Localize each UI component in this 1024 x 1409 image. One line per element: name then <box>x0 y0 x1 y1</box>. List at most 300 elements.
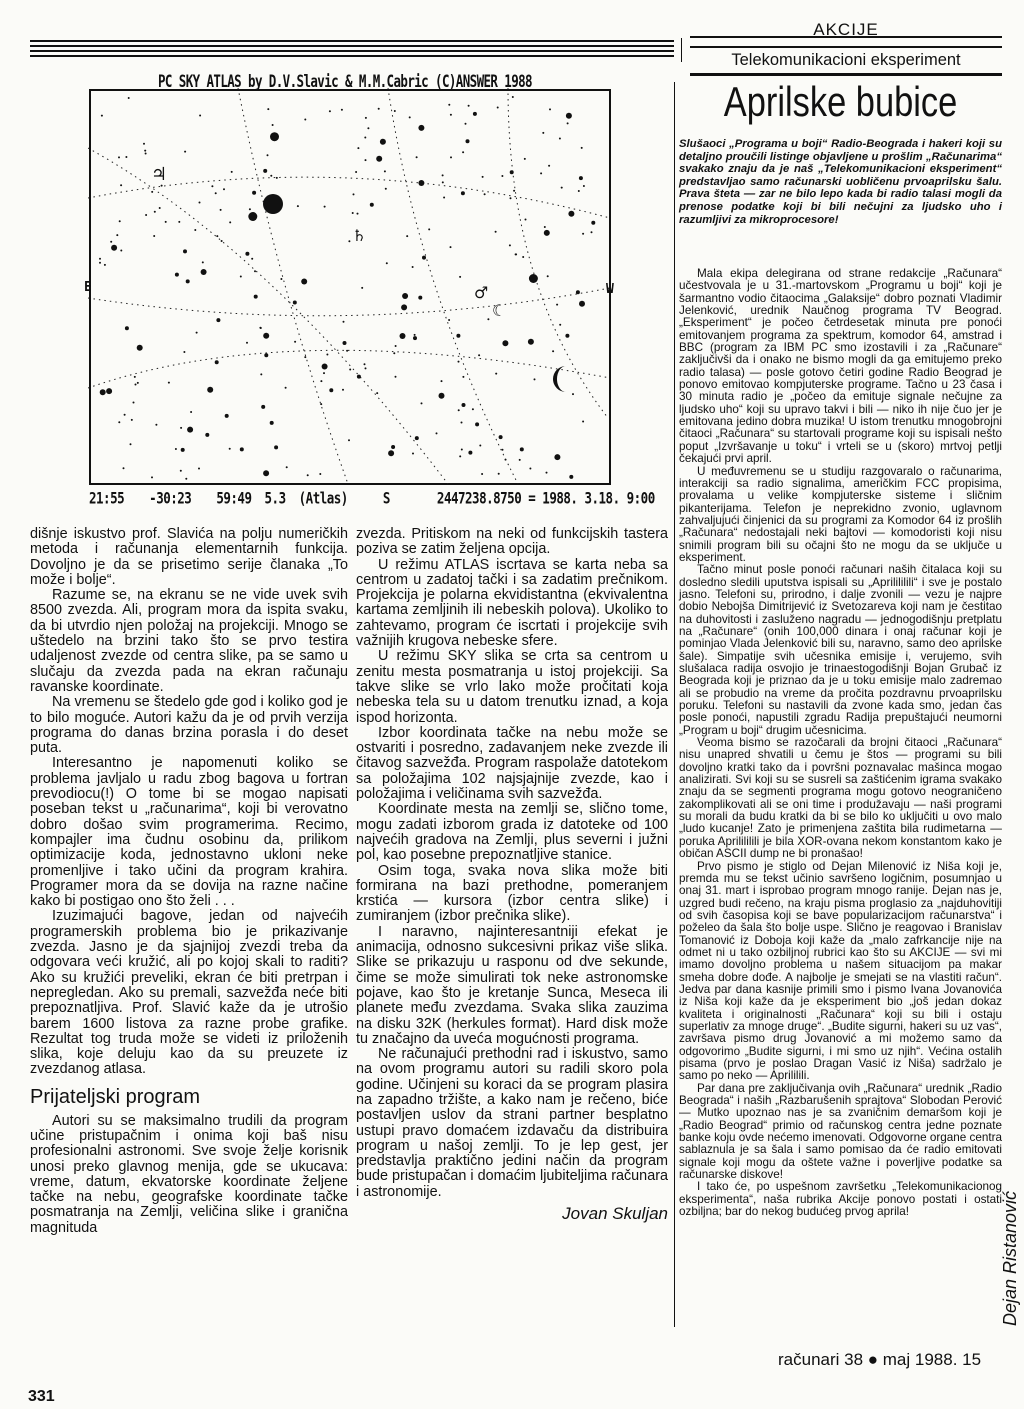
star-dot <box>272 124 274 126</box>
star-dot <box>154 211 156 213</box>
star-dot <box>442 174 444 176</box>
star-dot <box>307 474 309 476</box>
col2-paragraph: U režimu ATLAS iscrtava se karta neba sa centrom u zadatoj tački i sa zadatim prečnikom. Projekcija je polarna ekvidistantna (ekvivalentna kartama zemljinih ili nebeskih polova). Ukoliko to zahtevamo, program će iscrtati i projekcije svih važnijih krugova nebeske sfere. <box>356 556 668 650</box>
star-dot <box>546 472 548 474</box>
star-dot <box>276 177 278 179</box>
star-dot <box>264 353 268 357</box>
star-dot <box>412 266 414 268</box>
star-dot <box>529 468 531 470</box>
star-dot <box>261 405 265 409</box>
star-dot <box>106 388 112 394</box>
star-dot <box>252 191 256 195</box>
star-dot <box>365 117 367 119</box>
star-dot <box>520 447 524 451</box>
star-dot <box>293 301 297 305</box>
star-dot <box>582 233 584 235</box>
star-dot <box>260 327 262 329</box>
star-dot <box>459 276 461 278</box>
celestial-grid-line <box>508 88 608 418</box>
star-dot <box>145 153 147 155</box>
star-dot <box>248 212 257 221</box>
star-dot <box>525 219 527 221</box>
star-dot <box>181 448 185 452</box>
vertical-credit: Dejan Ristanović <box>1000 1190 1020 1326</box>
star-dot <box>165 221 167 223</box>
star-dot <box>101 115 103 117</box>
star-dot <box>568 211 574 217</box>
chart-label-west: W <box>606 282 614 297</box>
star-dot <box>365 159 367 161</box>
star-dot <box>554 454 560 460</box>
star-dot <box>270 132 279 141</box>
article-column-2 <box>356 526 668 1224</box>
star-dot <box>510 197 512 199</box>
star-dot <box>280 278 282 280</box>
star-dot <box>394 110 396 112</box>
status-mode: (Atlas) <box>298 488 348 508</box>
star-dot <box>267 154 269 156</box>
star-dot <box>320 380 322 382</box>
star-dot <box>461 191 465 195</box>
star-dot <box>502 340 508 346</box>
section-label: AKCIJE <box>813 20 879 39</box>
star-dot <box>198 468 200 470</box>
star-dot <box>175 273 179 277</box>
star-dot <box>125 156 127 158</box>
star-dot <box>582 421 584 423</box>
mars-symbol: ♂ <box>474 283 489 302</box>
star-dot <box>400 333 406 339</box>
star-dot <box>194 229 196 231</box>
jupiter-symbol: ♃ <box>151 164 168 185</box>
star-dot <box>401 304 407 310</box>
star-dot <box>346 350 348 352</box>
star-dot <box>549 108 551 110</box>
star-dot <box>304 356 306 358</box>
star-dot <box>572 393 574 395</box>
star-dot <box>211 185 213 187</box>
star-dot <box>544 226 546 228</box>
star-dot <box>324 206 326 208</box>
star-dot <box>409 116 411 118</box>
celestial-grid-line <box>88 350 610 388</box>
star-dot <box>428 228 430 230</box>
star-dot <box>240 447 244 451</box>
star-dot <box>135 384 137 386</box>
moon-crescent <box>553 366 566 392</box>
status-ra: 59:49 <box>216 488 252 508</box>
star-dot <box>461 422 463 424</box>
star-dot <box>581 147 583 149</box>
star-dot <box>416 156 418 158</box>
star-dot <box>578 190 580 192</box>
star-dot <box>524 158 526 160</box>
star-dot <box>450 246 452 248</box>
star-dot <box>576 290 580 294</box>
star-dot <box>552 350 554 352</box>
star-dot <box>421 402 423 404</box>
star-dot <box>482 176 484 178</box>
star-dot <box>137 345 143 351</box>
star-dot <box>118 156 120 158</box>
star-dot <box>559 138 561 140</box>
star-dot <box>201 269 207 275</box>
chart-status-line <box>89 488 655 508</box>
star-dot <box>414 334 416 336</box>
figure-title: PC SKY ATLAS by D.V.Slavic & M.M.Cabric (C)ANSWER 1988 <box>158 71 532 92</box>
star-dot <box>207 387 213 393</box>
star-dot <box>556 304 558 306</box>
star-dot <box>274 445 278 449</box>
star-dot <box>185 478 187 480</box>
star-dot <box>245 252 249 256</box>
star-dot <box>270 421 274 425</box>
star-dot <box>343 341 347 345</box>
star-dot <box>304 119 306 121</box>
star-dot <box>196 332 198 334</box>
bright-planet <box>263 194 283 214</box>
star-chart <box>88 88 614 488</box>
star-dot <box>199 202 201 204</box>
star-dot <box>199 115 201 117</box>
star-dot <box>125 326 129 330</box>
star-dot <box>319 473 321 475</box>
star-dot <box>370 203 374 207</box>
star-dot <box>323 372 325 374</box>
star-dot <box>391 445 395 449</box>
star-dot <box>448 104 450 106</box>
star-dot <box>415 436 419 440</box>
star-dot <box>254 295 258 299</box>
author-signature: Jovan Skuljan <box>562 1204 668 1224</box>
star-dot <box>353 193 355 195</box>
star-dot <box>579 176 583 180</box>
star-dot <box>402 293 408 299</box>
star-dot <box>301 279 307 285</box>
star-dot <box>355 171 357 173</box>
sidebar-title: Aprilske bubice <box>723 78 958 125</box>
star-dot <box>462 376 464 378</box>
star-dot <box>131 419 133 421</box>
status-declination: -30:23 <box>149 488 192 508</box>
star-dot <box>583 185 585 187</box>
star-dot <box>395 345 397 347</box>
star-dot <box>365 367 367 369</box>
footer-magazine: računari 38 ● maj 1988. 15 <box>778 1350 982 1369</box>
col2-paragraph: I naravno, najinteresantniji efekat je animacija, odnosno sukcesivni prikaz više slika. Slike se prikazuju u rasponu od dve sekunde, čime se može simulirati tok neke astronomske pojave, kao što je kretanje Sunca, Meseca ili planete među zvezdama. Svaka slika zauzima na disku 32K (herkules format). Hard disk može tu značajno da uveća mogućnosti programa. <box>356 923 668 1047</box>
chart-label-east: E <box>84 280 92 295</box>
celestial-grid-line <box>88 288 610 316</box>
star-dot <box>418 296 422 300</box>
star-dot <box>123 467 125 469</box>
col1-paragraph: Izuzimajući bagove, jedan od najvećih programerskih problema bio je prikazivanje zvezda. Jasno je da sjajnijoj zvezdi treba da odgovara veći kružić, ali po kojoj skali to raditi? Ako su kružići preveliki, ekran će biti pretrpan i nepregledan. Ako su premali, sazvežđa neće biti prepoznatljiva. Prof. Slavić kaže da je utrošio barem 1600 listova za razne probe grafike. Rezultat tog truda može se videti iz priloženih slika, koje deluju kao da su preuzete iz zvezdanog atlasa. <box>30 908 348 1078</box>
star-dot <box>116 234 118 236</box>
star-dot <box>118 421 120 423</box>
star-dot <box>144 150 146 152</box>
col1-paragraph: dišnje iskustvo prof. Slavića na polju numeričkih metoda i računanja elementarnih funkcija. Dovoljno je da se prisetimo serije članaka „To može i bolje“. <box>30 526 348 588</box>
star-dot <box>505 459 507 461</box>
star-dot <box>466 139 470 143</box>
star-dot <box>461 449 463 451</box>
star-dot <box>130 443 132 445</box>
star-dot <box>481 473 483 475</box>
star-dot <box>349 369 351 371</box>
star-dot <box>202 261 204 263</box>
star-dot <box>348 439 350 441</box>
star-dot <box>254 270 256 272</box>
star-dot <box>502 449 504 451</box>
star-dot <box>134 376 136 378</box>
star-dot <box>566 113 572 119</box>
header-rule-left-4 <box>30 55 674 57</box>
star-dot <box>495 231 497 233</box>
subhead: Prijateljski program <box>30 1085 201 1108</box>
star-dot <box>473 112 477 116</box>
column-separator <box>674 82 675 1327</box>
star-dot <box>462 403 466 407</box>
star-dot <box>111 245 117 251</box>
star-dot <box>128 97 130 99</box>
star-dot <box>462 151 464 153</box>
star-dot <box>468 105 470 107</box>
star-dot <box>364 137 366 139</box>
star-dot <box>341 109 343 111</box>
star-dot <box>478 354 480 356</box>
col1-paragraph: Interesantno je napomenuti koliko se problema javljalo u radu zbog bagova u fortran prevodiocu(!) O tome bi se mogao napisati poseban tekst u „računarima“, koji bi verovatno dobro došao svim programerima. Recimo, kompajler ima čudnu osobinu da, prilikom optimizacije koda, jednostavno ukloni neke promenljive i tako učini da program krahira. Programer mora da se dovija na razne načine kako bi postigao ono što želi . . . <box>30 755 348 910</box>
star-dot <box>439 393 445 399</box>
star-dot <box>180 470 182 472</box>
star-dot <box>225 414 229 418</box>
star-dot <box>412 453 414 455</box>
star-dot <box>159 207 161 209</box>
series-label: Telekomunikacioni eksperiment <box>731 51 961 69</box>
header-rule-right-2 <box>690 73 1002 76</box>
star-dot <box>215 360 219 364</box>
star-dot <box>388 450 394 456</box>
star-dot <box>465 123 467 125</box>
star-dot <box>357 147 359 149</box>
star-dot <box>357 213 359 215</box>
star-dot <box>342 389 344 391</box>
star-dot <box>329 388 333 392</box>
star-dot <box>270 175 272 177</box>
star-dot <box>357 375 361 379</box>
article-column-1 <box>30 527 348 1236</box>
header-rule-left-3 <box>30 50 674 52</box>
star-dot <box>479 445 481 447</box>
header-separator <box>681 38 682 62</box>
star-dot <box>450 114 452 116</box>
header-rule-left-1 <box>30 40 674 42</box>
col2-paragraph: Osim toga, svaka nova slika može biti formirana na bazi prethodne, pomeranjem krstića — kursora (izbor centra slike) i zumiranjem (izbor prečnika slike). <box>356 862 668 925</box>
star-dot <box>246 342 248 344</box>
star-dot <box>515 253 517 255</box>
star-dot <box>143 143 145 145</box>
sidebar-paragraph: Par dana pre zaključivanja ovih „Računara“ urednik „Radio Beograda“ i naših „Razbarušenih sprajtova“ Slobodan Perović — Mutko upoznao nas je sa zvaničnim demaršom koji je „Radio Beograd“ primio od računskog centra jedne poznate banke koju ovde nećemo imenovati. Odgovorne organe centra sablaznula je sa šala i samo pomisao da će radio emitovati signale koji mogu da oštete važne i poverljive podatke sa računarske diskove! <box>679 1081 1002 1182</box>
star-dot <box>120 184 122 186</box>
header-rule-right-1 <box>690 46 1002 48</box>
star-dot <box>443 197 445 199</box>
star-dot <box>326 354 328 356</box>
col1-paragraph: Autori su se maksimalno trudili da program učine pristupačnim i onima koji baš nisu profesionalni astronomi. Sve svoje želje korisnik unosi preko glavnog menija, gde se ukucava: vreme, datum, ekvatorske koordinate željene tačke na nebu, geografske koordinate tačke posmatranja na Zemlji, veličina slike i granična magnituda <box>30 1112 348 1236</box>
star-dot <box>260 373 262 375</box>
star-dot <box>119 220 121 222</box>
col2-paragraph: Izbor koordinata tačke na nebu može se ostvariti i posredno, zadavanjem neke zvezde ili čitavog sazvežđa. Program raspolaže datotekom sa položajima 102 najsjajnije zvezde, kao i položajima i veličinama svih sazvežđa. <box>356 724 668 803</box>
star-dot <box>499 435 503 439</box>
sidebar-body <box>679 268 1002 1218</box>
star-dot <box>183 351 185 353</box>
sidebar-paragraph: I tako će, po uspešnom završetku „Telekomunikacionog eksperimenta“, naša rubrika Akcije ponovo postati i ostati ozbiljna; bar do nekog budućeg prvog aprila! <box>679 1180 1002 1219</box>
star-dot <box>376 156 382 162</box>
star-dot <box>267 108 269 110</box>
moon-symbol: ☾ <box>492 301 507 320</box>
star-dot <box>510 170 514 174</box>
star-dot <box>509 244 511 246</box>
star-dot <box>456 334 460 338</box>
star-dot <box>297 205 299 207</box>
star-dot <box>263 470 269 476</box>
star-dot <box>215 192 217 194</box>
star-dot <box>175 448 177 450</box>
star-dot <box>153 235 155 237</box>
status-magnitude: 5.3 <box>264 488 286 508</box>
star-dot <box>220 209 222 211</box>
star-dot <box>487 318 489 320</box>
celestial-grid-line <box>238 88 348 484</box>
star-dot <box>133 402 135 404</box>
star-dot <box>406 235 408 237</box>
status-direction: S <box>382 488 390 508</box>
status-julian-date: 2447238.8750 = 1988. 3.18. 9:00 <box>436 488 655 508</box>
star-dot <box>534 378 536 380</box>
star-dot <box>393 352 395 354</box>
star-dot <box>364 363 366 365</box>
star-dot <box>100 389 106 395</box>
star-dot <box>450 156 452 158</box>
star-dot <box>263 169 267 173</box>
star-dot <box>548 165 550 167</box>
star-dot <box>99 262 101 264</box>
col2-paragraph: zvezda. Pritiskom na neki od funkcijskih tastera poziva se zatim željena opcija. <box>356 526 668 558</box>
star-dot <box>352 212 354 214</box>
star-dot <box>458 361 460 363</box>
star-dot <box>216 235 218 237</box>
star-dot <box>216 318 220 322</box>
star-dot <box>104 264 106 266</box>
star-dot <box>178 221 180 223</box>
star-dot <box>559 324 561 326</box>
star-dot <box>145 214 147 216</box>
star-dot <box>186 279 190 283</box>
star-dot <box>286 466 288 468</box>
star-dot <box>459 455 461 457</box>
star-dot <box>384 170 386 172</box>
star-dot <box>386 262 388 264</box>
star-dot <box>591 221 595 225</box>
star-dot <box>495 373 497 375</box>
star-dot <box>348 240 350 242</box>
star-dot <box>229 221 231 223</box>
star-dot <box>540 172 542 174</box>
star-dot <box>285 387 287 389</box>
star-dot <box>579 301 585 307</box>
status-time: 21:55 <box>89 488 125 508</box>
star-dot <box>249 208 251 210</box>
col2-paragraph: Koordinate mesta na zemlji se, slično tome, mogu zadati izborom grada iz datoteke od 100 najvećih gradova na Zemlji, plus severni i južni pol, kao posebne prepoznatljive stanice. <box>356 801 668 864</box>
star-dot <box>497 107 499 109</box>
star-dot <box>168 382 170 384</box>
star-dot <box>395 376 397 378</box>
star-dot <box>99 258 101 260</box>
star-dot <box>512 96 514 98</box>
star-dot <box>468 451 472 455</box>
col1-paragraph: Na vremenu se štedelo gde god i koliko god je to bilo moguće. Autori kažu da je od prvih verzija programa do danas brzina porasla i do deset puta. <box>30 694 348 757</box>
star-dot <box>501 175 503 177</box>
star-dot <box>472 408 474 410</box>
star-dot <box>413 336 417 340</box>
star-dot <box>155 424 157 426</box>
star-dot <box>448 319 450 321</box>
star-dot <box>205 433 209 437</box>
sidebar-paragraph: U međuvremenu se u studiju razgovaralo o računarima, interakciji sa radio signalima, američkim FCC propisima, provalama u velike kompjuterske sisteme i sličnim pikanterijama. Telefon je neprekidno zvonio, uglavnom zahvaljujući činjenici da su programi za Komodor 64 iz prošlih „Računara“ nedostajali neki bajtovi — komodoristi koji nisu snimili program bili su očajni što ne mogu da se uključe u eksperiment. <box>679 464 1002 564</box>
star-dot <box>263 333 269 339</box>
star-dot <box>229 448 231 450</box>
star-dot <box>441 380 443 382</box>
star-dot <box>513 190 515 192</box>
star-dot <box>475 422 479 426</box>
star-dot <box>519 459 521 461</box>
star-dot <box>361 287 363 289</box>
star-dot <box>484 193 486 195</box>
star-dot <box>436 432 438 434</box>
star-dot <box>367 127 369 129</box>
col1-paragraph: Razume se, na ekranu se ne vide uvek svih 8500 zvezda. Ali, program mora da ispita svaku, da bi utvrdio njen položaj na projekciji. Mnogo se uštedelo na brzini tako što se prvo testira udaljenost zvezde od centra slike, pa se samo u slučaju da zvezda pada na ekran računaju ravanske koordinate. <box>30 587 348 695</box>
star-dot <box>418 125 424 131</box>
star-dot <box>442 181 444 183</box>
star-dot <box>378 108 380 110</box>
star-dot <box>190 411 192 413</box>
star-dot <box>522 256 524 258</box>
star-dot <box>329 110 331 112</box>
star-dot <box>567 122 569 124</box>
sidebar-paragraph: Mala ekipa delegirana od strane redakcije „Računara“ učestvovala je u 31.-martovskom „Programu u boji“ koji je šarmantno vodio čitaocima „Galaksije“ dobro poznati Vladimir Jelenković, urednik Naučnog programa TV Beograd. „Eksperiment“ je počeo četrdesetak minuta pre ponoći emitovanjem programa za spektrum, komodor 64, amstrad i BBC (program za IBM PC smo izostavili i za „Računare“ zaključivši da i onako ne bismo mogli da ga emitujemo preko radio talasa) — posle gotovo četiri godine Radio Beograd je ponovo emitovao kompjuterske programe. Tačno u 23 časa i 30 minuta radio je „počeo da emituje signale nečujne za ljudsko uho“ koji su upravo takvi i bili — niko ih nije čuo jer je emitovana jedino dobra muzika! U istom trenutku mnogobrojni čitaoci „Računara“ su startovali programe koji su ispisali nešto poput „Izvršavanje u toku“ i vrteli se u (skoro) mrtvoj petlji čekajući prvi april. <box>679 267 1002 466</box>
sidebar-lead: Slušaoci „Programa u boji“ Radio-Beograda i hakeri koji su detaljno proučili listinge objavljene u prošlim „Računarima“ svakako znaju da je naš „Telekomunikacioni eksperiment“ predstavljao samo računarski uobličenu prvoaprilsku šalu. Prava šteta — zar ne bilo lepo kada bi radio talasi mogli da prenose podatke koji bi bili nečujni za ljudsko uho i razumljivi za mikroprocesore! <box>679 138 1002 226</box>
star-dot <box>498 473 500 475</box>
star-dot <box>120 250 122 252</box>
star-dot <box>223 188 225 190</box>
star-dot <box>569 475 573 479</box>
star-dot <box>547 275 549 277</box>
sidebar-paragraph: Tačno minut posle ponoći računari naših čitalaca koji su dosledno sledili uputstva ispisali su „Aprilililili“ i sve je postalo jasno. Telefoni su, prirodno, i dalje zvonili — vezu je najpre dobio Nebojša Dimitrijević iz Svetozareva koji nam je čestitao na duhovitosti i zasluženo nagradu — jednogodišnju pretplatu na „Računare“ (onih 100,000 dinara i onaj računar koji je pominjao Vlada Jelenković bili su, naravno, samo deo aprilske šale). Simpatije svih učesnika emisije i, verujemo, svih slušalaca radija osvojio je trinaestogodišnji Bojan Grubač iz Beograda koji je priznao da je u toku emisije malo zadremao ali se probudio na vreme da pročita pozdravnu prvoaprilsku poruku. Telefoni su nastavili da zvone kada smo, jedan čas posle ponoći, napustili zgradu Radija prepuštajući neumorni „Program u boji“ drugim učesnicima. <box>679 563 1002 737</box>
star-dot <box>322 364 328 370</box>
star-dot <box>187 427 193 433</box>
star-dot <box>591 231 593 233</box>
star-dot <box>110 241 112 243</box>
col2-paragraph: Ne računajući prethodni rad i iskustvo, samo na ovom programu autori su radili skoro pola godine. Učinjeni su koraci da se program plasira na zapadno tržište, a kako nam je rečeno, biće postavljen uslov da strani partner besplatno ustupi pravo domaćem izdavaču da distribuira program u našoj zemlji. To je lep gest, jer predstavlja praktično jedini način da program bude pristupačan i domaćim ljubiteljima računara i astronomije. <box>356 1046 668 1200</box>
star-dot <box>528 339 534 345</box>
col2-paragraph: U režimu SKY slika se crta sa centrom u zenitu mesta posmatranja u istoj projekciji. Sa takve slike se vrlo lako može pročitati koja nebeska tela su u datom trenutku iznad, a koja ispod horizonta. <box>356 648 668 726</box>
star-dot <box>418 180 424 186</box>
star-dot <box>380 139 386 145</box>
page-number-left: 331 <box>28 1388 55 1405</box>
star-dot <box>343 321 345 323</box>
star-dot <box>294 341 296 343</box>
star-dot <box>529 274 538 283</box>
star-dot <box>221 240 223 242</box>
star-dot <box>184 151 186 153</box>
star-dot <box>231 171 233 173</box>
sidebar-paragraph: Prvo pismo je stiglo od Dejan Milenović iz Niša koji je, premda mu se tekst učinio savršeno logičnim, posumnjao u onaj 31. mart i isprobao program mnogo ranije. Dejan nas je, uzgred budi rečeno, na kraju pisma proglasio za „najduhovitiji od svih časopisa koji se bave popularizacijom računarstva“ i poželeo da šala što bolje uspe. Slično je reagovao i Branislav Tomanović iz Doboja koji kaže da „malo zafrkancije nije na odmet ni u tako ozbiljnoj rubrici kao što su AKCIJE — svi mi imamo dovoljno problema u našem situacijom pa makar smeha dobre dođe. A najbolje je smejati se na vlastiti račun“. Jedva par dana kasnije primili smo i pismo Ivana Jovanovića iz Niša koji kaže da je eksperiment bio „još jedan dokaz kvaliteta i originalnosti „Računara“ koji su bili i ostaju superlativ za mnoge druge“. „Budite sigurni, hakeri su uz vas“, završava pismo drug Jovanović a mi možemo samo da odgovorimo „Budite sigurni, i mi smo uz njih“. Većina ostalih pisama (prvo je poslao Dragan Vasić iz Niša) sadržalo je samo po neko — Aprililili. <box>679 859 1002 1083</box>
